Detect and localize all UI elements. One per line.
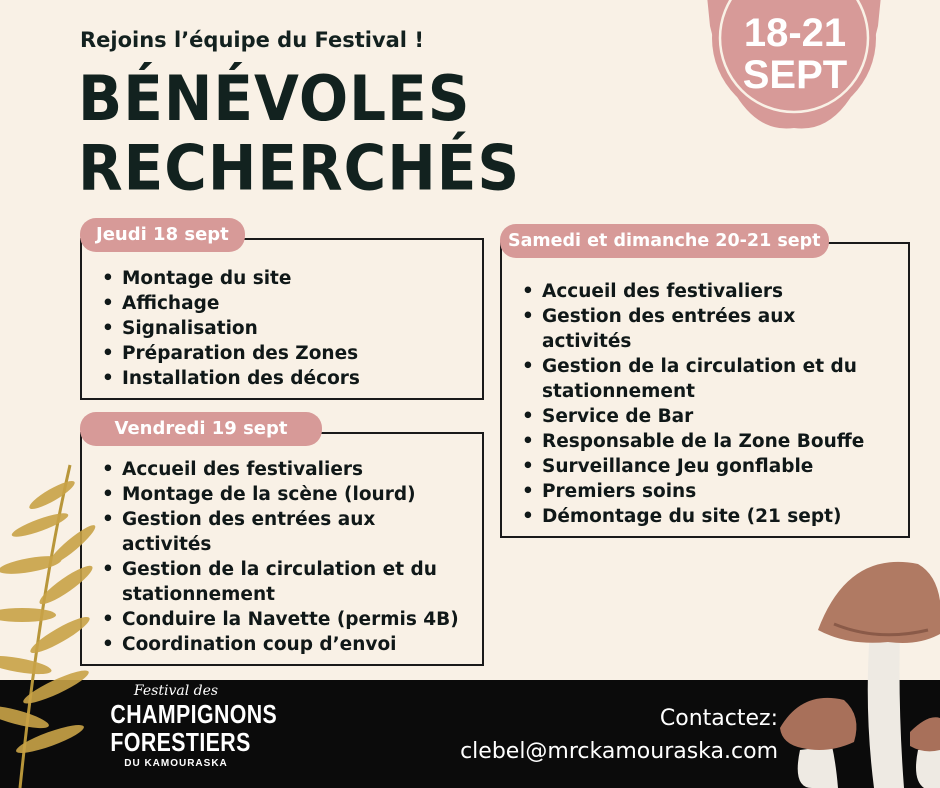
list-item: • Surveillance Jeu gonflable — [520, 454, 898, 479]
mushroom-illustration — [778, 550, 940, 788]
list-item: • Accueil des festivaliers — [100, 457, 472, 482]
contact-info — [420, 702, 778, 768]
list-item: • Installation des décors — [100, 366, 472, 391]
logo-line-4: DU KAMOURASKA — [124, 758, 228, 769]
list-item: • Préparation des Zones — [100, 341, 472, 366]
list-item: • Gestion des entrées aux activités — [100, 507, 422, 557]
list-item: • Montage de la scène (lourd) — [100, 482, 472, 507]
weekend-task-list — [520, 279, 898, 529]
list-item: • Signalisation — [100, 316, 472, 341]
date-badge — [700, 12, 890, 96]
vendredi-title: Vendredi 19 sept — [80, 412, 322, 446]
weekend-title: Samedi et dimanche 20-21 sept — [500, 224, 829, 258]
list-item: • Responsable de la Zone Bouffe — [520, 429, 898, 454]
intro-text: Rejoins l’équipe du Festival ! — [80, 28, 424, 52]
logo-line-2: CHAMPIGNONS — [110, 699, 278, 729]
logo-line-3: FORESTIERS — [110, 727, 251, 757]
festival-logo — [96, 682, 278, 772]
vendredi-task-list — [100, 457, 472, 657]
list-item: • Premiers soins — [520, 479, 898, 504]
jeudi-title: Jeudi 18 sept — [80, 218, 245, 252]
list-item: • Gestion de la circulation et du stationnement — [100, 557, 472, 607]
list-item: • Affichage — [100, 291, 472, 316]
list-item: • Gestion de la circulation et du stationnement — [520, 354, 898, 404]
list-item: • Gestion des entrées aux activités — [520, 304, 842, 354]
contact-label: Contactez: — [659, 706, 778, 731]
badge-line-2: SEPT — [742, 53, 848, 97]
logo-line-1: Festival des — [133, 683, 219, 699]
contact-email[interactable]: clebel@mrckamouraska.com — [460, 739, 778, 764]
badge-line-1: 18-21 — [743, 11, 847, 55]
jeudi-task-list — [100, 266, 472, 391]
list-item: • Montage du site — [100, 266, 472, 291]
list-item: • Accueil des festivaliers — [520, 279, 898, 304]
headline-line-2: RECHERCHÉS — [78, 130, 521, 205]
list-item: • Conduire la Navette (permis 4B) — [100, 607, 472, 632]
list-item: • Démontage du site (21 sept) — [520, 504, 898, 529]
list-item: • Service de Bar — [520, 404, 898, 429]
list-item: • Coordination coup d’envoi — [100, 632, 472, 657]
headline-line-1: BÉNÉVOLES — [78, 61, 471, 136]
headline — [78, 61, 521, 205]
